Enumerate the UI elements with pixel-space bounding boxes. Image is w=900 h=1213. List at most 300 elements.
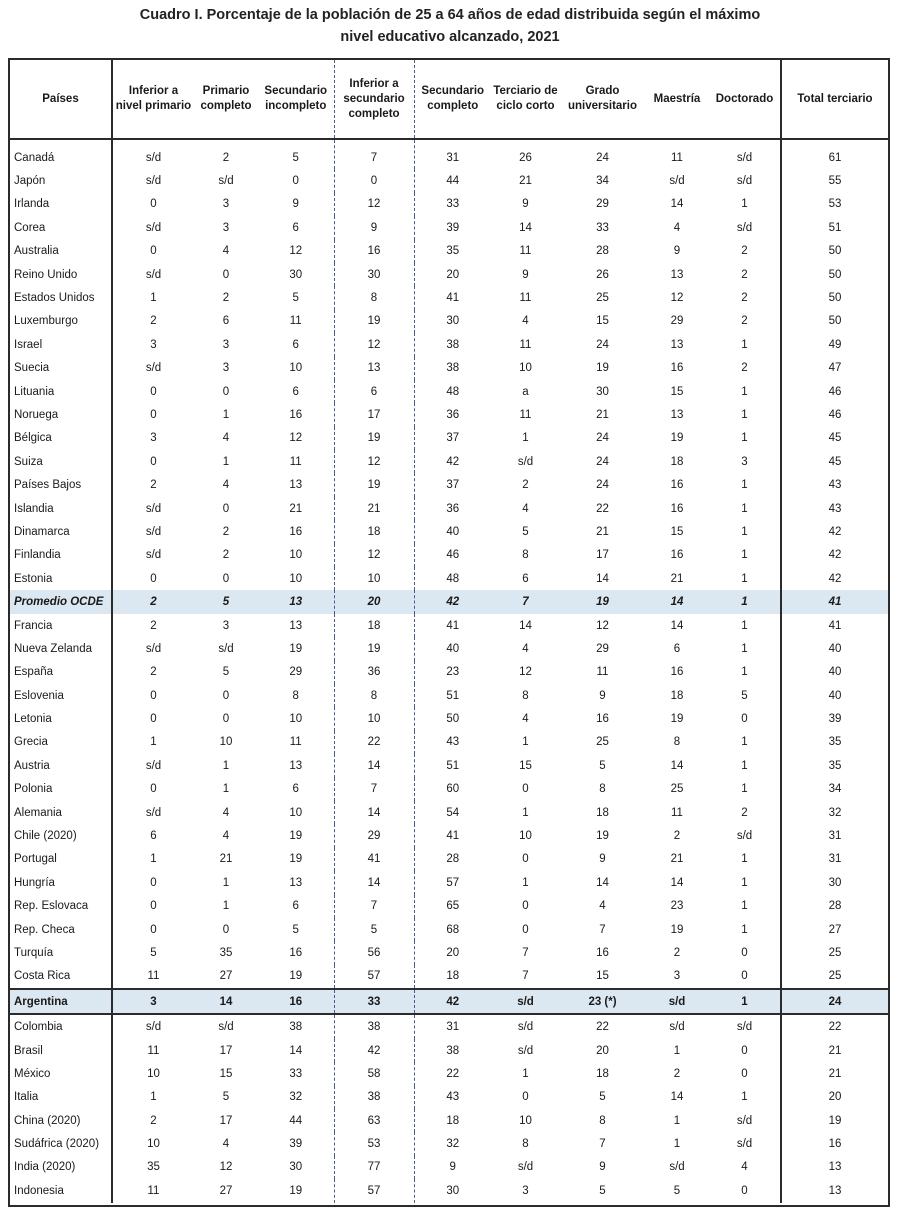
- secundario-completo-cell: 33: [446, 198, 460, 211]
- total-terciario-cell: 40: [828, 666, 842, 679]
- secundario-incompleto-cell: 6: [258, 333, 334, 356]
- doctorado-cell: 1: [709, 590, 781, 613]
- secundario-completo-cell: 30: [446, 315, 460, 328]
- doctorado-cell: 2: [709, 357, 781, 380]
- secundario-completo-cell: 44: [446, 175, 460, 188]
- inferior-secundario-cell: 9: [334, 216, 414, 239]
- inferior-secundario-cell: 7: [334, 778, 414, 801]
- primario-completo-cell: 3: [222, 221, 230, 234]
- inferior-primario-cell: 2: [150, 666, 157, 679]
- total-terciario-cell: 31: [828, 830, 842, 843]
- secundario-completo-cell: 38: [446, 1044, 460, 1057]
- terciario-ciclo-corto-cell: 6: [522, 572, 529, 585]
- primario-completo-cell: 17: [219, 1114, 233, 1127]
- inferior-primario-cell: 0: [150, 245, 157, 258]
- table-frame: [8, 58, 890, 1207]
- inferior-primario-cell: s/d: [145, 362, 162, 375]
- inferior-primario-cell: 0: [150, 923, 157, 936]
- table-row: [10, 286, 888, 309]
- terciario-ciclo-corto-cell: 11: [519, 338, 532, 351]
- grado-universitario-cell: 18: [596, 1067, 609, 1080]
- country-cell: Eslovenia: [10, 684, 112, 707]
- secundario-incompleto-cell: 11: [258, 731, 334, 754]
- secundario-completo-cell: 50: [446, 713, 460, 726]
- inferior-primario-cell: s/d: [145, 502, 162, 515]
- inferior-primario-cell: 2: [112, 590, 194, 613]
- maestria-cell: 18: [670, 455, 684, 468]
- header-secundario-completo: Secundario completo: [414, 60, 491, 139]
- secundario-incompleto-cell: 13: [258, 871, 334, 894]
- terciario-ciclo-corto-cell: 9: [522, 268, 529, 281]
- inferior-primario-cell: 2: [150, 1114, 157, 1127]
- grado-universitario-cell: 7: [599, 923, 606, 936]
- total-terciario-cell: 46: [828, 408, 842, 421]
- table-row: [10, 637, 888, 660]
- grado-universitario-cell: 29: [596, 642, 609, 655]
- total-terciario-cell: 25: [828, 946, 842, 959]
- terciario-ciclo-corto-cell: 0: [522, 1091, 529, 1104]
- maestria-cell: 21: [670, 853, 684, 866]
- country-cell: México: [10, 1062, 112, 1085]
- inferior-primario-cell: 11: [147, 970, 160, 983]
- inferior-secundario-cell: 6: [334, 380, 414, 403]
- grado-universitario-cell: 28: [596, 245, 609, 258]
- table-row: [10, 684, 888, 707]
- grado-universitario-cell: 22: [596, 1021, 609, 1034]
- inferior-primario-cell: 3: [150, 338, 157, 351]
- total-terciario-cell: 35: [828, 736, 842, 749]
- table-row: [10, 661, 888, 684]
- secundario-completo-cell: 40: [446, 525, 460, 538]
- inferior-secundario-cell: 30: [334, 263, 414, 286]
- header-doctorado: Doctorado: [709, 60, 781, 139]
- secundario-completo-cell: 41: [446, 619, 460, 632]
- secundario-incompleto-cell: 8: [258, 684, 334, 707]
- total-terciario-cell: 42: [828, 572, 842, 585]
- secundario-completo-cell: 48: [446, 572, 460, 585]
- table-row: [10, 240, 888, 263]
- doctorado-cell: 5: [709, 684, 781, 707]
- secundario-completo-cell: 9: [449, 1161, 456, 1174]
- maestria-cell: 18: [670, 689, 684, 702]
- grado-universitario-cell: 14: [596, 876, 609, 889]
- inferior-secundario-cell: 10: [334, 707, 414, 730]
- grado-universitario-cell: 23 (*): [560, 989, 645, 1014]
- secundario-incompleto-cell: 19: [258, 637, 334, 660]
- doctorado-cell: 1: [709, 637, 781, 660]
- country-cell: Letonia: [10, 707, 112, 730]
- country-cell: Alemania: [10, 801, 112, 824]
- doctorado-cell: 0: [709, 1039, 781, 1062]
- total-terciario-cell: 61: [828, 151, 842, 164]
- table-row: [10, 427, 888, 450]
- total-terciario-cell: 50: [828, 268, 842, 281]
- maestria-cell: 13: [670, 338, 684, 351]
- terciario-ciclo-corto-cell: 4: [522, 642, 529, 655]
- maestria-cell: 2: [673, 946, 681, 959]
- doctorado-cell: s/d: [709, 1014, 781, 1038]
- total-terciario-cell: 21: [828, 1044, 842, 1057]
- country-cell: Sudáfrica (2020): [10, 1132, 112, 1155]
- secundario-incompleto-cell: 10: [258, 357, 334, 380]
- inferior-primario-cell: 0: [150, 455, 157, 468]
- terciario-ciclo-corto-cell: 1: [522, 736, 529, 749]
- inferior-primario-cell: 11: [147, 1044, 160, 1057]
- secundario-incompleto-cell: 33: [258, 1062, 334, 1085]
- title-line-2: nivel educativo alcanzado, 2021: [340, 29, 560, 45]
- terciario-ciclo-corto-cell: 7: [522, 970, 529, 983]
- terciario-ciclo-corto-cell: 15: [519, 759, 532, 772]
- grado-universitario-cell: 19: [560, 590, 645, 613]
- inferior-primario-cell: s/d: [145, 268, 162, 281]
- country-cell: Rep. Checa: [10, 918, 112, 941]
- grado-universitario-cell: 24: [596, 455, 609, 468]
- maestria-cell: 23: [670, 900, 684, 913]
- inferior-primario-cell: s/d: [145, 175, 162, 188]
- primario-completo-cell: 2: [222, 151, 230, 164]
- country-cell: Noruega: [10, 403, 112, 426]
- grado-universitario-cell: 16: [596, 946, 609, 959]
- primario-completo-cell: s/d: [218, 1021, 234, 1034]
- primario-completo-cell: 0: [222, 923, 230, 936]
- country-cell: Nueva Zelanda: [10, 637, 112, 660]
- primario-completo-cell: 0: [222, 689, 230, 702]
- total-terciario-cell: 41: [828, 619, 842, 632]
- doctorado-cell: 1: [709, 871, 781, 894]
- grado-universitario-cell: 5: [599, 1184, 606, 1197]
- secundario-incompleto-cell: 19: [258, 965, 334, 989]
- country-cell: Turquía: [10, 941, 112, 964]
- secundario-completo-cell: 20: [446, 946, 460, 959]
- table-row: [10, 473, 888, 496]
- total-terciario-cell: 42: [828, 549, 842, 562]
- secundario-completo-cell: 38: [446, 362, 460, 375]
- inferior-secundario-cell: 14: [334, 871, 414, 894]
- inferior-secundario-cell: 14: [334, 801, 414, 824]
- primario-completo-cell: 5: [194, 590, 258, 613]
- inferior-primario-cell: s/d: [145, 806, 162, 819]
- table-row: [10, 895, 888, 918]
- terciario-ciclo-corto-cell: 14: [519, 221, 532, 234]
- inferior-primario-cell: 3: [112, 989, 194, 1014]
- maestria-cell: 15: [670, 385, 684, 398]
- country-cell: Rep. Eslovaca: [10, 895, 112, 918]
- grado-universitario-cell: 24: [596, 338, 609, 351]
- doctorado-cell: 0: [709, 1062, 781, 1085]
- total-terciario-cell: 53: [828, 198, 842, 211]
- doctorado-cell: 0: [709, 1179, 781, 1202]
- primario-completo-cell: 3: [222, 362, 230, 375]
- grado-universitario-cell: 15: [596, 315, 609, 328]
- total-terciario-cell: 41: [781, 590, 888, 613]
- terciario-ciclo-corto-cell: 11: [519, 292, 532, 305]
- grado-universitario-cell: 24: [596, 479, 609, 492]
- table-row: [10, 801, 888, 824]
- maestria-cell: 14: [670, 198, 684, 211]
- terciario-ciclo-corto-cell: 10: [519, 830, 532, 843]
- country-cell: Luxemburgo: [10, 310, 112, 333]
- table-row: [10, 1109, 888, 1132]
- maestria-cell: 25: [670, 783, 684, 796]
- primario-completo-cell: 2: [222, 292, 230, 305]
- grado-universitario-cell: 5: [599, 1091, 606, 1104]
- secundario-incompleto-cell: 19: [258, 1179, 334, 1202]
- doctorado-cell: 1: [709, 333, 781, 356]
- table-row: [10, 520, 888, 543]
- total-terciario-cell: 51: [828, 221, 842, 234]
- secundario-incompleto-cell: 38: [258, 1014, 334, 1038]
- inferior-secundario-cell: 33: [334, 989, 414, 1014]
- total-terciario-cell: 28: [828, 900, 842, 913]
- grado-universitario-cell: 33: [596, 221, 609, 234]
- table-row: [10, 1062, 888, 1085]
- country-cell: Israel: [10, 333, 112, 356]
- table-row: [10, 1039, 888, 1062]
- country-cell: India (2020): [10, 1156, 112, 1179]
- country-cell: Dinamarca: [10, 520, 112, 543]
- primario-completo-cell: 14: [194, 989, 258, 1014]
- total-terciario-cell: 22: [828, 1021, 842, 1034]
- inferior-secundario-cell: 12: [334, 193, 414, 216]
- secundario-incompleto-cell: 30: [258, 263, 334, 286]
- secundario-completo-cell: 68: [446, 923, 460, 936]
- country-cell: Suiza: [10, 450, 112, 473]
- country-cell: España: [10, 661, 112, 684]
- doctorado-cell: 2: [709, 263, 781, 286]
- country-cell: Portugal: [10, 848, 112, 871]
- table-row: [10, 1179, 888, 1202]
- total-terciario-cell: 45: [828, 432, 842, 445]
- primario-completo-cell: 10: [219, 736, 233, 749]
- table-row: [10, 1086, 888, 1109]
- grado-universitario-cell: 16: [596, 713, 609, 726]
- inferior-primario-cell: s/d: [145, 525, 162, 538]
- grado-universitario-cell: 15: [596, 970, 609, 983]
- maestria-cell: 29: [670, 315, 684, 328]
- header-terciario-ciclo-corto: Terciario de ciclo corto: [491, 60, 560, 139]
- secundario-completo-cell: 42: [414, 989, 491, 1014]
- inferior-primario-cell: 10: [147, 1067, 160, 1080]
- country-cell: Italia: [10, 1086, 112, 1109]
- table-row: [10, 380, 888, 403]
- secundario-incompleto-cell: 10: [258, 544, 334, 567]
- total-terciario-cell: 35: [828, 759, 842, 772]
- inferior-secundario-cell: 20: [334, 590, 414, 613]
- total-terciario-cell: 45: [828, 455, 842, 468]
- grado-universitario-cell: 24: [596, 432, 609, 445]
- table-row: [10, 450, 888, 473]
- secundario-completo-cell: 35: [446, 245, 460, 258]
- primario-completo-cell: 4: [222, 245, 230, 258]
- primario-completo-cell: 4: [222, 806, 230, 819]
- secundario-completo-cell: 57: [446, 876, 460, 889]
- inferior-secundario-cell: 42: [334, 1039, 414, 1062]
- country-cell: Irlanda: [10, 193, 112, 216]
- inferior-primario-cell: s/d: [145, 221, 162, 234]
- inferior-primario-cell: s/d: [145, 1021, 162, 1034]
- table-row: [10, 754, 888, 777]
- doctorado-cell: 1: [709, 614, 781, 637]
- inferior-secundario-cell: 18: [334, 614, 414, 637]
- grado-universitario-cell: 22: [596, 502, 609, 515]
- grado-universitario-cell: 18: [596, 806, 609, 819]
- total-terciario-cell: 32: [828, 806, 842, 819]
- secundario-incompleto-cell: 11: [258, 310, 334, 333]
- table-row: [10, 871, 888, 894]
- secundario-incompleto-cell: 6: [258, 216, 334, 239]
- country-cell: Suecia: [10, 357, 112, 380]
- country-cell: Polonia: [10, 778, 112, 801]
- grado-universitario-cell: 34: [596, 175, 609, 188]
- country-cell: Lituania: [10, 380, 112, 403]
- table-row: [10, 357, 888, 380]
- primario-completo-cell: 4: [222, 479, 230, 492]
- terciario-ciclo-corto-cell: 26: [519, 151, 532, 164]
- maestria-cell: s/d: [669, 1161, 685, 1174]
- table-row: [10, 544, 888, 567]
- inferior-secundario-cell: 18: [334, 520, 414, 543]
- total-terciario-cell: 40: [828, 642, 842, 655]
- secundario-completo-cell: 30: [446, 1184, 460, 1197]
- total-terciario-cell: 19: [828, 1114, 842, 1127]
- terciario-ciclo-corto-cell: 4: [522, 315, 529, 328]
- doctorado-cell: 1: [709, 661, 781, 684]
- primario-completo-cell: 0: [222, 713, 230, 726]
- terciario-ciclo-corto-cell: a: [522, 385, 529, 398]
- maestria-cell: 4: [673, 221, 681, 234]
- inferior-secundario-cell: 19: [334, 473, 414, 496]
- terciario-ciclo-corto-cell: 0: [522, 853, 529, 866]
- secundario-incompleto-cell: 5: [258, 286, 334, 309]
- country-cell: Argentina: [10, 989, 112, 1014]
- maestria-cell: 12: [670, 292, 684, 305]
- secundario-incompleto-cell: 39: [258, 1132, 334, 1155]
- terciario-ciclo-corto-cell: 8: [522, 1138, 529, 1151]
- doctorado-cell: 1: [709, 989, 781, 1014]
- secundario-completo-cell: 36: [446, 502, 460, 515]
- total-terciario-cell: 30: [828, 876, 842, 889]
- table-row: [10, 497, 888, 520]
- country-cell: Estonia: [10, 567, 112, 590]
- inferior-secundario-cell: 8: [334, 286, 414, 309]
- primario-completo-cell: 2: [222, 525, 230, 538]
- terciario-ciclo-corto-cell: s/d: [517, 455, 534, 468]
- inferior-secundario-cell: 10: [334, 567, 414, 590]
- terciario-ciclo-corto-cell: 4: [522, 502, 529, 515]
- inferior-primario-cell: 11: [147, 1184, 160, 1197]
- secundario-incompleto-cell: 10: [258, 707, 334, 730]
- secundario-completo-cell: 28: [446, 853, 460, 866]
- inferior-secundario-cell: 12: [334, 333, 414, 356]
- secundario-completo-cell: 41: [446, 292, 460, 305]
- primario-completo-cell: 27: [219, 970, 233, 983]
- table-body: [10, 139, 888, 1203]
- primario-completo-cell: 17: [219, 1044, 233, 1057]
- doctorado-cell: s/d: [709, 1109, 781, 1132]
- maestria-cell: 1: [673, 1044, 681, 1057]
- secundario-incompleto-cell: 16: [258, 941, 334, 964]
- doctorado-cell: 2: [709, 286, 781, 309]
- terciario-ciclo-corto-cell: 0: [522, 900, 529, 913]
- inferior-primario-cell: 0: [150, 900, 157, 913]
- secundario-completo-cell: 42: [414, 590, 491, 613]
- grado-universitario-cell: 7: [599, 1138, 606, 1151]
- maestria-cell: 8: [673, 736, 681, 749]
- country-cell: Brasil: [10, 1039, 112, 1062]
- inferior-secundario-cell: 7: [334, 139, 414, 169]
- total-terciario-cell: 31: [828, 853, 842, 866]
- secundario-incompleto-cell: 32: [258, 1086, 334, 1109]
- primario-completo-cell: 1: [222, 408, 230, 421]
- inferior-primario-cell: 1: [150, 736, 157, 749]
- doctorado-cell: s/d: [709, 216, 781, 239]
- header-inferior-primario: Inferior a nivel primario: [112, 60, 194, 139]
- grado-universitario-cell: 8: [599, 1114, 606, 1127]
- doctorado-cell: s/d: [709, 169, 781, 192]
- table-row: [10, 216, 888, 239]
- terciario-ciclo-corto-cell: 3: [522, 1184, 529, 1197]
- secundario-completo-cell: 39: [446, 221, 460, 234]
- table-row: [10, 403, 888, 426]
- primario-completo-cell: 5: [222, 1091, 230, 1104]
- grado-universitario-cell: 9: [599, 689, 606, 702]
- secundario-completo-cell: 18: [446, 1114, 460, 1127]
- inferior-secundario-cell: 22: [334, 731, 414, 754]
- doctorado-cell: s/d: [709, 824, 781, 847]
- primario-completo-cell: 3: [222, 338, 230, 351]
- total-terciario-cell: 13: [828, 1161, 842, 1174]
- terciario-ciclo-corto-cell: 1: [522, 1067, 529, 1080]
- primario-completo-cell: 35: [219, 946, 233, 959]
- table-header: [10, 60, 888, 139]
- primario-completo-cell: 1: [222, 876, 230, 889]
- primario-completo-cell: 1: [222, 759, 230, 772]
- total-terciario-cell: 13: [828, 1184, 842, 1197]
- primario-completo-cell: 3: [222, 198, 230, 211]
- country-cell: Estados Unidos: [10, 286, 112, 309]
- inferior-primario-cell: 5: [150, 946, 157, 959]
- maestria-cell: s/d: [669, 1021, 685, 1034]
- inferior-primario-cell: 0: [150, 713, 157, 726]
- country-cell: Hungría: [10, 871, 112, 894]
- grado-universitario-cell: 19: [596, 362, 609, 375]
- secundario-incompleto-cell: 10: [258, 567, 334, 590]
- maestria-cell: 16: [670, 502, 684, 515]
- doctorado-cell: 1: [709, 544, 781, 567]
- secundario-incompleto-cell: 10: [258, 801, 334, 824]
- primario-completo-cell: 4: [222, 432, 230, 445]
- table-row: [10, 941, 888, 964]
- title-line-1: Cuadro I. Porcentaje de la población de 25 a 64 años de edad distribuida según el máximo: [139, 7, 761, 23]
- primario-completo-cell: 1: [222, 900, 230, 913]
- table-row: [10, 139, 888, 169]
- inferior-primario-cell: 1: [150, 853, 157, 866]
- maestria-cell: 13: [670, 268, 684, 281]
- inferior-primario-cell: 0: [150, 572, 157, 585]
- doctorado-cell: 1: [709, 731, 781, 754]
- secundario-incompleto-cell: 9: [258, 193, 334, 216]
- total-terciario-cell: 40: [828, 689, 842, 702]
- inferior-primario-cell: 0: [150, 689, 157, 702]
- terciario-ciclo-corto-cell: 7: [491, 590, 560, 613]
- secundario-completo-cell: 60: [446, 783, 460, 796]
- table-row: [10, 848, 888, 871]
- doctorado-cell: 0: [709, 707, 781, 730]
- inferior-secundario-cell: 12: [334, 450, 414, 473]
- header-inferior-secundario: Inferior a secundario completo: [334, 60, 414, 139]
- country-cell: Indonesia: [10, 1179, 112, 1202]
- grado-universitario-cell: 4: [599, 900, 606, 913]
